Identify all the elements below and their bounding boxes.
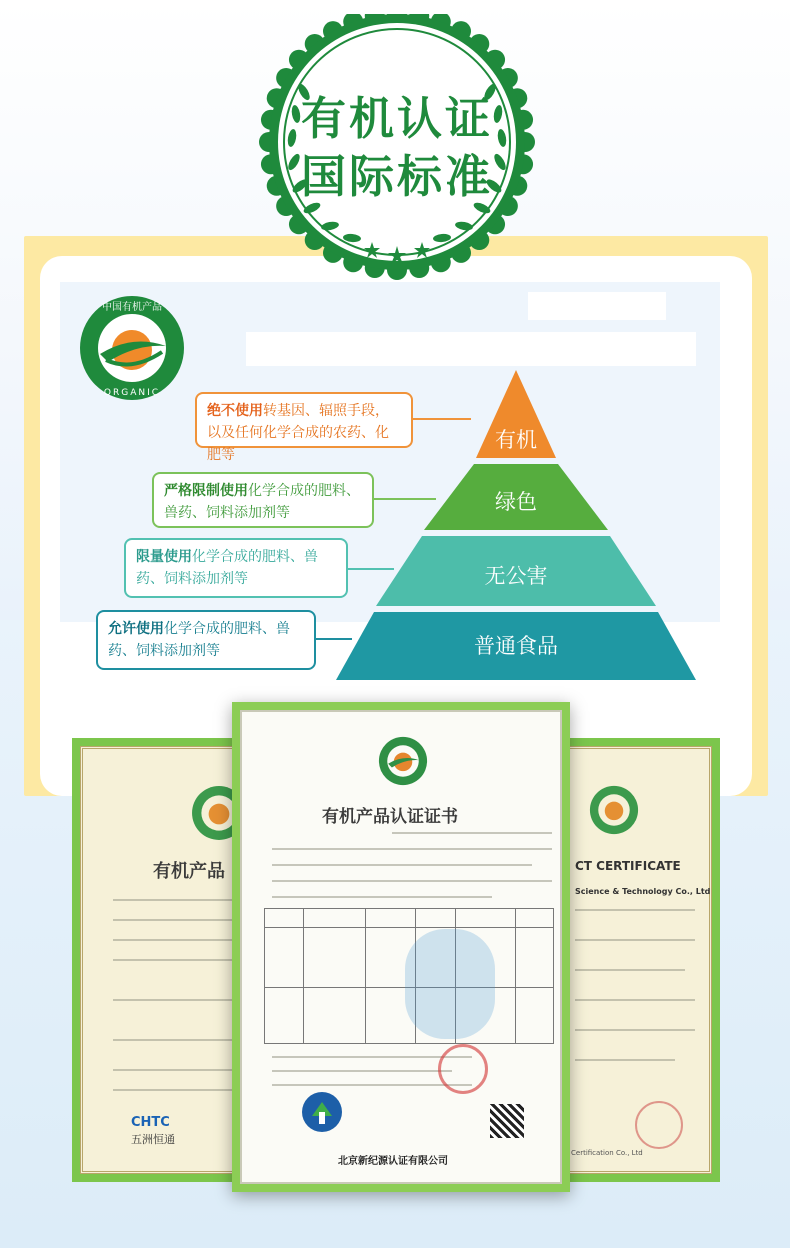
company-name-en: Science & Technology Co., Ltd xyxy=(575,887,711,896)
certificate-paper xyxy=(562,746,712,1174)
qr-code xyxy=(490,1104,524,1138)
tier-label-green: 绿色 xyxy=(495,490,537,514)
organic-logo-icon xyxy=(589,785,639,835)
callout-highlight: 允许使用 xyxy=(108,621,164,637)
issuer-logo-icon xyxy=(300,1090,344,1134)
certificate-front xyxy=(232,702,570,1192)
callout-green xyxy=(152,472,374,528)
callout-pollution-free xyxy=(124,538,348,598)
callout-text: 转基因、辐照手段，以及任何化学合成的农药、化肥等 xyxy=(207,403,389,463)
organic-logo-icon xyxy=(378,736,428,786)
blank-banner xyxy=(246,332,696,366)
connector-line xyxy=(348,568,394,570)
callout-text: 化学合成的肥料、兽药、饲料添加剂等 xyxy=(164,483,360,521)
tier-label-organic: 有机 xyxy=(495,428,537,452)
certificate-table xyxy=(264,908,554,1044)
seal-title-line1: 有机认证 xyxy=(300,92,493,145)
certificate-title: 有机产品 xyxy=(153,861,225,882)
connector-line xyxy=(374,498,436,500)
svg-text:中国有机产品: 中国有机产品 xyxy=(102,302,162,313)
china-organic-logo xyxy=(78,294,186,402)
callout-text: 化学合成的肥料、兽药、饲料添加剂等 xyxy=(108,621,290,659)
certificate-right xyxy=(556,738,720,1182)
certificate-paper xyxy=(240,710,562,1184)
callout-ordinary xyxy=(96,610,316,670)
certificate-title-en: CT CERTIFICATE xyxy=(575,859,681,873)
callout-highlight: 绝不使用 xyxy=(207,403,263,419)
callout-organic xyxy=(195,392,413,463)
connector-line xyxy=(316,638,352,640)
stamp-seal xyxy=(635,1101,683,1149)
svg-text:ORGANIC: ORGANIC xyxy=(103,388,161,398)
callout-highlight: 限量使用 xyxy=(136,549,192,565)
seal-title-line2: 国际标准 xyxy=(300,150,493,203)
callout-text: 化学合成的肥料、兽药、饲料添加剂等 xyxy=(136,549,318,587)
tier-label-pollution-free: 无公害 xyxy=(484,564,548,588)
certificate-issuer: 北京新纪源认证有限公司 xyxy=(338,1156,448,1167)
red-stamp xyxy=(438,1044,488,1094)
tier-label-ordinary: 普通食品 xyxy=(474,634,558,658)
brand-name-cn: 五洲恒通 xyxy=(131,1133,175,1146)
connector-line xyxy=(413,418,471,420)
certificate-title: 有机产品认证证书 xyxy=(322,807,458,827)
brand-logo-text: CHTC xyxy=(131,1115,170,1130)
issuer-name-en: Certification Co., Ltd xyxy=(571,1149,643,1157)
callout-highlight: 严格限制使用 xyxy=(164,483,248,499)
